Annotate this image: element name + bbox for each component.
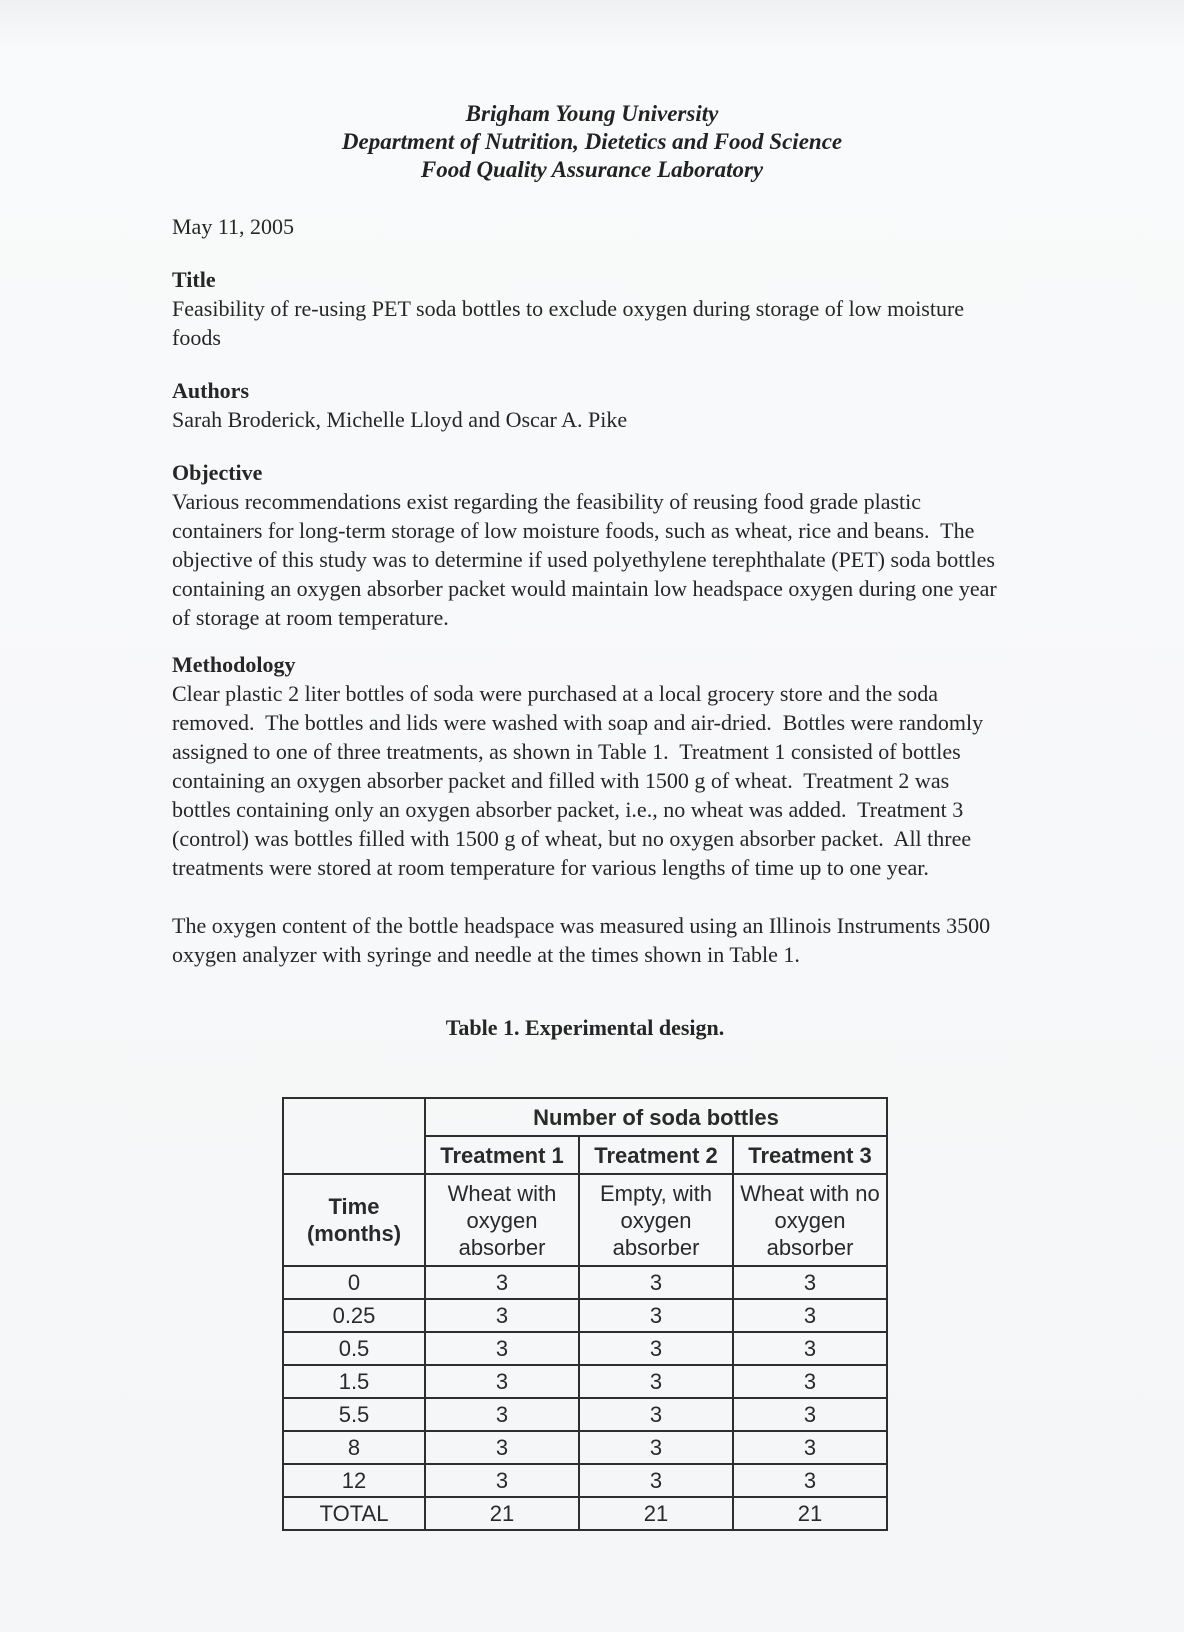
table-row [283, 1174, 887, 1266]
title-text: Feasibility of re-using PET soda bottles to exclude oxygen during storage of low moisture foods [172, 296, 970, 350]
total-value-cell: 21 [425, 1497, 579, 1530]
time-cell: 5.5 [283, 1398, 425, 1431]
table-corner-cell [283, 1098, 425, 1174]
value-cell: 3 [733, 1365, 887, 1398]
letterhead-laboratory: Food Quality Assurance Laboratory [420, 157, 764, 182]
value-cell: 3 [425, 1266, 579, 1299]
treatment-3-description: Wheat with no oxygen absorber [733, 1174, 887, 1266]
time-cell: 0 [283, 1266, 425, 1299]
value-cell: 3 [425, 1299, 579, 1332]
treatment-1-description: Wheat with oxygen absorber [425, 1174, 579, 1266]
value-cell: 3 [425, 1464, 579, 1497]
letterhead-department: Department of Nutrition, Dietetics and Food Science [341, 129, 843, 154]
value-cell: 3 [733, 1431, 887, 1464]
total-value-cell: 21 [733, 1497, 887, 1530]
value-cell: 3 [425, 1431, 579, 1464]
total-value-cell: 21 [579, 1497, 733, 1530]
table-row [283, 1464, 887, 1497]
table-row [283, 1431, 887, 1464]
methodology-heading: Methodology [172, 652, 296, 677]
time-cell: 0.5 [283, 1332, 425, 1365]
value-cell: 3 [579, 1431, 733, 1464]
authors-heading: Authors [172, 378, 250, 403]
letterhead [172, 100, 1012, 184]
document-date: May 11, 2005 [172, 214, 295, 239]
title-heading: Title [172, 267, 216, 292]
experimental-design-table [282, 1097, 888, 1531]
table-row [283, 1098, 887, 1136]
treatment-1-header: Treatment 1 [425, 1136, 579, 1174]
table-row [283, 1332, 887, 1365]
methodology-paragraph-1: Clear plastic 2 liter bottles of soda were purchased at a local grocery store and the soda removed. The bottles and lids were washed with soap and air-dried. Bottles were randomly assigned to one of three treatments, as shown in Table 1. Treatment 1 consisted of bottles containing an oxygen absorber packet and filled with 1500 g of wheat. Treatment 2 was bottles containing only an oxygen absorber packet, i.e., no wheat was added. Treatment 3 (control) was bottles filled with 1500 g of wheat, but no oxygen absorber packet. All three treatments were stored at room temperature for various lengths of time up to one year. [172, 681, 989, 880]
objective-heading: Objective [172, 460, 263, 485]
value-cell: 3 [579, 1365, 733, 1398]
table-row [283, 1266, 887, 1299]
authors-text: Sarah Broderick, Michelle Lloyd and Oscar A. Pike [172, 407, 628, 432]
treatment-2-description: Empty, with oxygen absorber [579, 1174, 733, 1266]
table-total-row [283, 1497, 887, 1530]
letterhead-university: Brigham Young University [465, 101, 719, 126]
value-cell: 3 [579, 1464, 733, 1497]
time-cell: 1.5 [283, 1365, 425, 1398]
value-cell: 3 [733, 1398, 887, 1431]
table-row [283, 1365, 887, 1398]
value-cell: 3 [733, 1266, 887, 1299]
table-row [283, 1299, 887, 1332]
value-cell: 3 [425, 1332, 579, 1365]
value-cell: 3 [579, 1332, 733, 1365]
total-label-cell: TOTAL [283, 1497, 425, 1530]
value-cell: 3 [425, 1398, 579, 1431]
value-cell: 3 [579, 1299, 733, 1332]
table-row [283, 1398, 887, 1431]
time-cell: 0.25 [283, 1299, 425, 1332]
time-cell: 8 [283, 1431, 425, 1464]
value-cell: 3 [579, 1398, 733, 1431]
time-cell: 12 [283, 1464, 425, 1497]
methodology-paragraph-2: The oxygen content of the bottle headspace was measured using an Illinois Instruments 3500 oxygen analyzer with syringe and needle at the times shown in Table 1. [172, 913, 996, 967]
time-months-header: Time (months) [283, 1174, 425, 1266]
value-cell: 3 [733, 1332, 887, 1365]
table-caption: Table 1. Experimental design. [445, 1015, 725, 1040]
value-cell: 3 [733, 1299, 887, 1332]
table-group-header: Number of soda bottles [425, 1098, 887, 1136]
value-cell: 3 [579, 1266, 733, 1299]
experimental-design-table-block [282, 1015, 888, 1531]
treatment-2-header: Treatment 2 [579, 1136, 733, 1174]
objective-text: Various recommendations exist regarding the feasibility of reusing food grade plastic containers for long-term storage of low moisture foods, such as wheat, rice and beans. The objective of this study was to determine if used polyethylene terephthalate (PET) soda bottles containing an oxygen absorber packet would maintain low headspace oxygen during one year of storage at room temperature. [172, 489, 1003, 630]
value-cell: 3 [733, 1464, 887, 1497]
treatment-3-header: Treatment 3 [733, 1136, 887, 1174]
value-cell: 3 [425, 1365, 579, 1398]
